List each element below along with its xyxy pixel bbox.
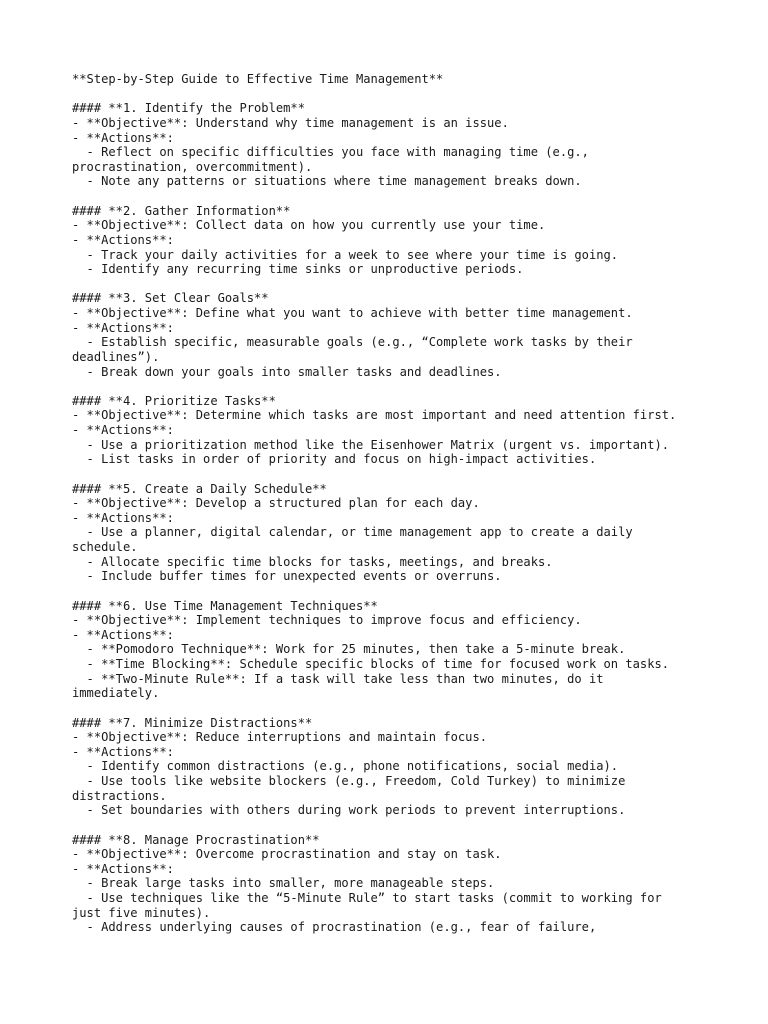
objective-line: - **Objective**: Define what you want to achieve with better time management. — [72, 306, 633, 320]
objective-line: - **Objective**: Determine which tasks are most important and need attention first. — [72, 408, 677, 423]
section-heading: #### **5. Create a Daily Schedule** — [72, 481, 327, 496]
action-item-line: - Track your daily activities for a week to see where your time is going. — [72, 247, 619, 262]
actions-label: - **Actions**: — [72, 423, 174, 437]
action-item-line: - Use techniques like the “5-Minute Rule” to start tasks (commit to working for — [72, 891, 662, 905]
section-heading: #### **3. Set Clear Goals** — [72, 291, 269, 306]
objective-line: - **Objective**: Develop a structured plan for each day. — [72, 496, 480, 511]
section-heading: #### **7. Minimize Distractions** — [72, 715, 313, 730]
action-item-line: distractions. — [72, 788, 167, 803]
action-item-line: - Break large tasks into smaller, more manageable steps. — [72, 876, 495, 891]
action-item-line: schedule. — [72, 540, 138, 554]
action-item-line: - **Time Blocking**: Schedule specific blocks of time for focused work on tasks. — [72, 657, 670, 671]
blank-line — [72, 277, 752, 292]
actions-label: - **Actions**: — [72, 627, 174, 642]
section-heading: #### **4. Prioritize Tasks** — [72, 393, 276, 408]
objective-line: - **Objective**: Reduce interruptions and maintain focus. — [72, 730, 488, 745]
objective-line: - **Objective**: Overcome procrastination and stay on task. — [72, 847, 502, 862]
objective-line: - **Objective**: Implement techniques to improve focus and efficiency. — [72, 613, 582, 628]
section-heading: #### **6. Use Time Management Techniques** — [72, 598, 378, 613]
action-item-line: - Address underlying causes of procrastination (e.g., fear of failure, — [72, 920, 597, 935]
section-heading: #### **1. Identify the Problem** — [72, 101, 305, 116]
blank-line — [72, 87, 752, 102]
action-item-line: - Reflect on specific difficulties you face with managing time (e.g., — [72, 145, 589, 160]
blank-line — [72, 701, 752, 716]
action-item-line: - Break down your goals into smaller tasks and deadlines. — [72, 364, 502, 379]
action-item-line: - **Pomodoro Technique**: Work for 25 minutes, then take a 5-minute break. — [72, 642, 626, 657]
action-item-line: - Set boundaries with others during work periods to prevent interruptions. — [72, 803, 626, 818]
action-item-line: procrastination, overcommitment). — [72, 159, 313, 174]
section-heading: #### **8. Manage Procrastination** — [72, 832, 320, 847]
action-item-line: deadlines”). — [72, 349, 160, 364]
actions-label: - **Actions**: — [72, 232, 174, 247]
document-body — [72, 72, 752, 935]
objective-line: - **Objective**: Collect data on how you currently use your time. — [72, 218, 546, 233]
action-item-line: - **Two-Minute Rule**: If a task will take less than two minutes, do it — [72, 671, 604, 686]
action-item-line: immediately. — [72, 686, 160, 701]
action-item-line: - Identify common distractions (e.g., phone notifications, social media). — [72, 759, 619, 774]
action-item-line: - Use tools like website blockers (e.g., Freedom, Cold Turkey) to minimize — [72, 774, 626, 788]
action-item-line: just five minutes). — [72, 905, 211, 920]
actions-label: - **Actions**: — [72, 744, 174, 759]
blank-line — [72, 818, 752, 833]
action-item-line: - Include buffer times for unexpected events or overruns. — [72, 569, 502, 584]
actions-label: - **Actions**: — [72, 861, 174, 876]
actions-label: - **Actions**: — [72, 130, 174, 145]
action-item-line: - Identify any recurring time sinks or unproductive periods. — [72, 262, 524, 277]
blank-line — [72, 189, 752, 204]
actions-label: - **Actions**: — [72, 510, 174, 525]
objective-line: - **Objective**: Understand why time management is an issue. — [72, 115, 509, 130]
blank-line — [72, 467, 752, 482]
action-item-line: - List tasks in order of priority and focus on high-impact activities. — [72, 452, 597, 467]
document-title: **Step-by-Step Guide to Effective Time Management** — [72, 72, 444, 86]
action-item-line: - Note any patterns or situations where time management breaks down. — [72, 174, 582, 189]
section-heading: #### **2. Gather Information** — [72, 203, 291, 218]
action-item-line: - Use a planner, digital calendar, or time management app to create a daily — [72, 525, 633, 540]
action-item-line: - Establish specific, measurable goals (e.g., “Complete work tasks by their — [72, 335, 633, 350]
actions-label: - **Actions**: — [72, 320, 174, 335]
blank-line — [72, 379, 752, 394]
action-item-line: - Allocate specific time blocks for tasks, meetings, and breaks. — [72, 554, 553, 569]
action-item-line: - Use a prioritization method like the Eisenhower Matrix (urgent vs. important). — [72, 437, 670, 452]
blank-line — [72, 584, 752, 599]
